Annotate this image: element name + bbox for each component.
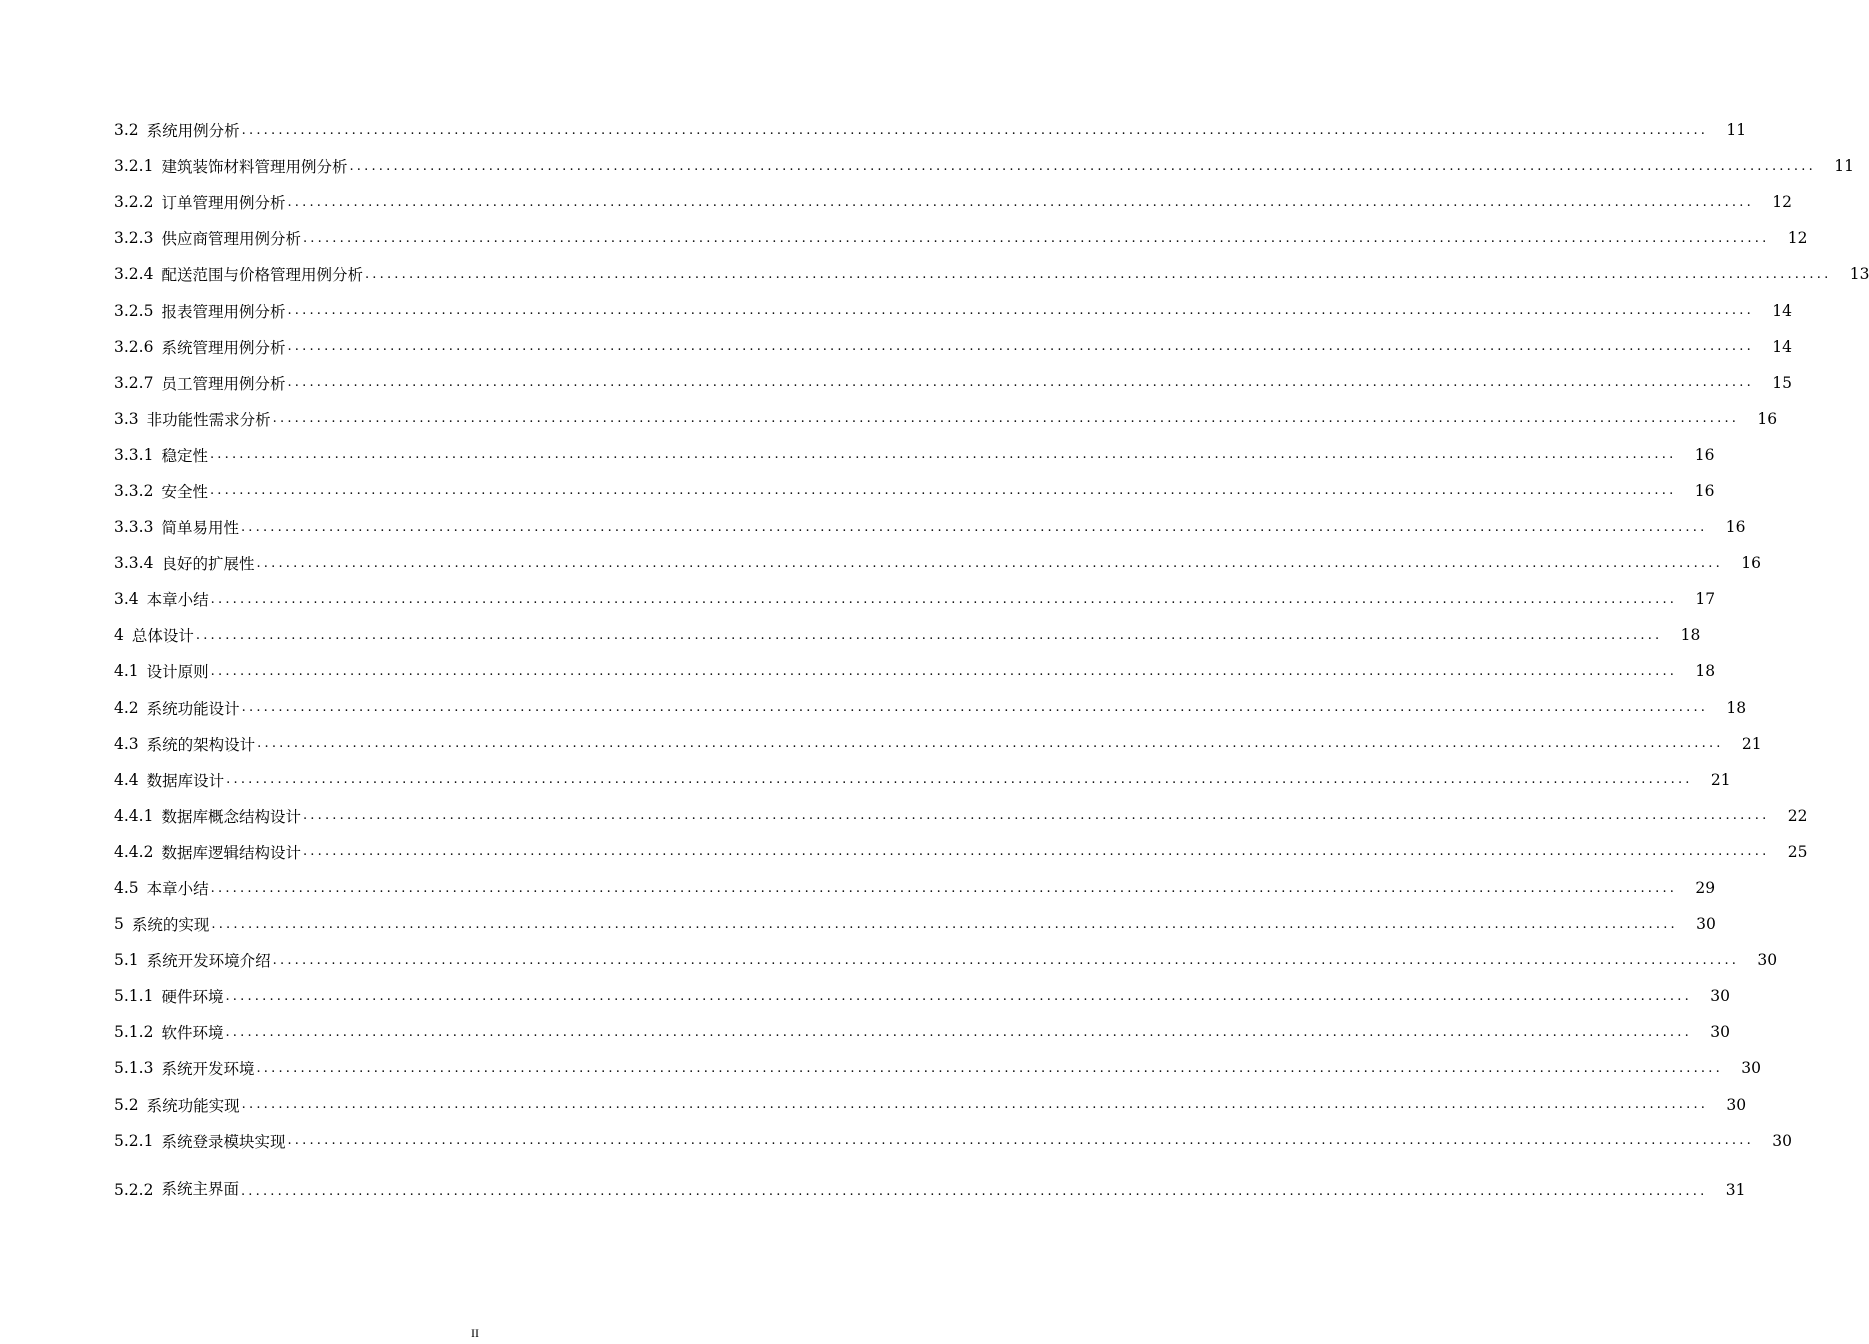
- toc-entry-number: 4.4.1: [114, 806, 154, 825]
- toc-entry[interactable]: [114, 1014, 1730, 1050]
- toc-entry-page: 22: [1787, 806, 1808, 825]
- toc-dot-leader: ........................................................................................................................................................................................................: [287, 194, 1754, 210]
- toc-entry[interactable]: [114, 401, 1778, 437]
- toc-dot-leader: ........................................................................................................................................................................................................: [349, 158, 1816, 174]
- toc-entry-number: 5.1.1: [114, 987, 154, 1006]
- toc-entry-page: 29: [1695, 879, 1716, 898]
- toc-entry-title: 本章小结: [146, 591, 209, 610]
- toc-entry-page: 12: [1772, 193, 1792, 212]
- toc-entry-number: 4.3: [114, 734, 139, 753]
- toc-entry-page: 30: [1726, 1095, 1747, 1114]
- toc-entry-page: 16: [1725, 518, 1746, 537]
- toc-dot-leader: ........................................................................................................................................................................................................: [211, 916, 1678, 932]
- toc-entry-title: 系统功能设计: [146, 699, 240, 718]
- toc-entry-page: 30: [1710, 987, 1730, 1006]
- toc-entry-number: 3.2.1: [114, 157, 154, 176]
- toc-dot-leader: ........................................................................................................................................................................................................: [287, 339, 1754, 355]
- toc-dot-leader: ........................................................................................................................................................................................................: [256, 1060, 1723, 1076]
- toc-entry[interactable]: [114, 726, 1762, 762]
- toc-entry-title: 硬件环境: [161, 988, 224, 1007]
- toc-entry-title: 系统开发环境: [161, 1060, 255, 1079]
- toc-entry-page: 18: [1680, 626, 1701, 645]
- toc-entry[interactable]: [114, 762, 1731, 798]
- toc-entry-title: 配送范围与价格管理用例分析: [161, 266, 363, 285]
- toc-entry-title: 系统功能实现: [146, 1096, 240, 1115]
- toc-entry[interactable]: [114, 365, 1792, 401]
- toc-entry[interactable]: [114, 617, 1701, 653]
- toc-entry[interactable]: [114, 653, 1716, 689]
- toc-dot-leader: ........................................................................................................................................................................................................: [302, 230, 1770, 246]
- toc-entry[interactable]: [114, 437, 1715, 473]
- toc-entry-page: 31: [1725, 1180, 1746, 1199]
- toc-entry-number: 4.4: [114, 770, 139, 789]
- toc-dot-leader: ........................................................................................................................................................................................................: [195, 627, 1663, 643]
- toc-entry-number: 3.3: [114, 409, 139, 428]
- toc-entry-title: 订单管理用例分析: [161, 194, 286, 213]
- toc-entry-title: 本章小结: [146, 880, 209, 899]
- toc-entry[interactable]: [114, 870, 1716, 906]
- toc-entry-number: 3.2.6: [114, 337, 154, 356]
- page-footer-number: II: [471, 1326, 479, 1340]
- toc-entry-number: 4.2: [114, 698, 139, 717]
- toc-entry-number: 5.1.2: [114, 1023, 154, 1042]
- toc-entry[interactable]: [114, 112, 1747, 148]
- toc-entry-title: 总体设计: [131, 627, 194, 646]
- toc-dot-leader: ........................................................................................................................................................................................................: [287, 375, 1754, 391]
- toc-entry-title: 非功能性需求分析: [146, 410, 271, 429]
- toc-dot-leader: ........................................................................................................................................................................................................: [225, 988, 1692, 1004]
- toc-entry-title: 建筑装饰材料管理用例分析: [161, 158, 348, 177]
- toc-entry-title: 员工管理用例分析: [161, 374, 286, 393]
- toc-dot-leader: ........................................................................................................................................................................................................: [241, 1097, 1709, 1113]
- toc-dot-leader: ........................................................................................................................................................................................................: [287, 303, 1754, 319]
- toc-entry-title: 数据库逻辑结构设计: [161, 843, 301, 862]
- toc-entry-number: 3.2.3: [114, 229, 154, 248]
- toc-entry-page: 30: [1772, 1131, 1792, 1150]
- toc-dot-leader: ........................................................................................................................................................................................................: [210, 880, 1678, 896]
- toc-entry-number: 3.2: [114, 121, 139, 140]
- toc-entry-title: 简单易用性: [161, 519, 239, 538]
- toc-entry-page: 18: [1695, 662, 1716, 681]
- toc-dot-leader: ........................................................................................................................................................................................................: [302, 808, 1770, 824]
- toc-entry-page: 16: [1741, 554, 1761, 573]
- toc-dot-leader: ........................................................................................................................................................................................................: [210, 591, 1678, 607]
- toc-entry-page: 11: [1834, 157, 1854, 176]
- toc-dot-leader: ........................................................................................................................................................................................................: [287, 1133, 1754, 1149]
- toc-entry-page: 30: [1696, 915, 1716, 934]
- toc-entry-title: 系统的架构设计: [146, 735, 256, 754]
- toc-entry-title: 供应商管理用例分析: [161, 230, 301, 249]
- toc-entry-page: 17: [1695, 590, 1716, 609]
- toc-dot-leader: ........................................................................................................................................................................................................: [364, 266, 1832, 282]
- toc-dot-leader: ........................................................................................................................................................................................................: [240, 519, 1708, 535]
- toc-dot-leader: ........................................................................................................................................................................................................: [225, 1024, 1692, 1040]
- toc-entry-title: 数据库设计: [146, 771, 225, 790]
- toc-entry-page: 30: [1741, 1059, 1761, 1078]
- toc-entry-page: 16: [1757, 409, 1778, 428]
- toc-entry-number: 4.1: [114, 662, 139, 681]
- toc-entry-number: 3.2.4: [114, 265, 154, 284]
- toc-dot-leader: ........................................................................................................................................................................................................: [226, 772, 1693, 788]
- toc-dot-leader: ........................................................................................................................................................................................................: [209, 483, 1677, 499]
- toc-entry-number: 3.3.2: [114, 481, 154, 500]
- toc-entry-title: 安全性: [161, 482, 208, 501]
- toc-entry-title: 报表管理用例分析: [161, 302, 286, 321]
- toc-entry[interactable]: [114, 220, 1808, 256]
- toc-entry[interactable]: [114, 1050, 1761, 1086]
- toc-entry-title: 良好的扩展性: [161, 555, 255, 574]
- toc-entry[interactable]: [114, 148, 1854, 184]
- toc-entry-number: 5.1: [114, 951, 139, 970]
- toc-entry-number: 5: [114, 915, 124, 934]
- toc-entry[interactable]: [114, 545, 1761, 581]
- toc-entry[interactable]: [114, 1087, 1747, 1123]
- toc-entry-number: 5.2.2: [114, 1180, 154, 1199]
- toc-entry[interactable]: [114, 906, 1716, 942]
- toc-entry-number: 3.4: [114, 590, 139, 609]
- toc-dot-leader: ........................................................................................................................................................................................................: [272, 952, 1740, 968]
- toc-entry-page: 14: [1772, 337, 1792, 356]
- toc-dot-leader: ........................................................................................................................................................................................................: [256, 555, 1723, 571]
- toc-entry-number: 3.2.7: [114, 373, 154, 392]
- toc-entry-title: 系统开发环境介绍: [146, 952, 271, 971]
- toc-entry-title: 系统的实现: [131, 916, 210, 935]
- toc-entry[interactable]: [114, 473, 1715, 509]
- toc-entry-page: 13: [1849, 265, 1869, 284]
- toc-entry-page: 12: [1787, 229, 1808, 248]
- toc-entry-page: 14: [1772, 301, 1792, 320]
- toc-entry-page: 11: [1726, 121, 1747, 140]
- toc-entry-page: 21: [1710, 770, 1731, 789]
- toc-entry-page: 16: [1694, 445, 1715, 464]
- toc-entry-title: 系统用例分析: [146, 122, 240, 141]
- toc-entry-page: 30: [1757, 951, 1778, 970]
- toc-entry-number: 3.2.5: [114, 301, 154, 320]
- toc-entry[interactable]: [114, 1123, 1792, 1159]
- toc-entry-page: 18: [1726, 698, 1747, 717]
- toc-entry[interactable]: [114, 292, 1792, 328]
- toc-entry-page: 16: [1694, 481, 1715, 500]
- toc-entry-page: 30: [1710, 1023, 1730, 1042]
- toc-entry-number: 5.2: [114, 1095, 139, 1114]
- toc-dot-leader: ........................................................................................................................................................................................................: [240, 1183, 1708, 1199]
- toc-entry[interactable]: [114, 509, 1746, 545]
- toc-entry[interactable]: [114, 978, 1730, 1014]
- toc-entry-number: 3.2.2: [114, 193, 154, 212]
- toc-entry-number: 5.2.1: [114, 1131, 154, 1150]
- toc-entry-number: 4.4.2: [114, 842, 154, 861]
- toc-entry[interactable]: [114, 1159, 1746, 1199]
- table-of-contents: [114, 112, 1869, 1199]
- toc-dot-leader: ........................................................................................................................................................................................................: [241, 122, 1709, 138]
- toc-entry-page: 21: [1741, 734, 1762, 753]
- toc-entry-number: 5.1.3: [114, 1059, 154, 1078]
- toc-entry-number: 4.5: [114, 879, 139, 898]
- toc-entry[interactable]: [114, 798, 1808, 834]
- toc-entry-title: 系统主界面: [161, 1179, 239, 1198]
- toc-dot-leader: ........................................................................................................................................................................................................: [272, 411, 1740, 427]
- toc-dot-leader: ........................................................................................................................................................................................................: [210, 663, 1678, 679]
- toc-entry[interactable]: [114, 834, 1808, 870]
- toc-entry-page: 15: [1772, 373, 1792, 392]
- toc-entry-title: 系统登录模块实现: [161, 1132, 286, 1151]
- toc-entry-title: 设计原则: [146, 663, 209, 682]
- toc-entry-title: 系统管理用例分析: [161, 338, 286, 357]
- toc-entry[interactable]: [114, 256, 1869, 292]
- toc-entry-number: 3.3.4: [114, 554, 154, 573]
- toc-entry-number: 3.3.3: [114, 518, 154, 537]
- toc-entry-page: 25: [1787, 842, 1808, 861]
- toc-entry-number: 3.3.1: [114, 445, 154, 464]
- toc-entry[interactable]: [114, 184, 1792, 220]
- toc-entry-title: 软件环境: [161, 1024, 224, 1043]
- toc-entry[interactable]: [114, 581, 1716, 617]
- toc-entry-title: 稳定性: [161, 446, 208, 465]
- toc-entry[interactable]: [114, 942, 1778, 978]
- toc-entry[interactable]: [114, 329, 1792, 365]
- toc-dot-leader: ........................................................................................................................................................................................................: [209, 447, 1677, 463]
- toc-dot-leader: ........................................................................................................................................................................................................: [302, 844, 1770, 860]
- toc-entry-number: 4: [114, 626, 124, 645]
- toc-dot-leader: ........................................................................................................................................................................................................: [257, 736, 1724, 752]
- toc-dot-leader: ........................................................................................................................................................................................................: [241, 700, 1709, 716]
- toc-entry[interactable]: [114, 690, 1747, 726]
- toc-entry-title: 数据库概念结构设计: [161, 807, 301, 826]
